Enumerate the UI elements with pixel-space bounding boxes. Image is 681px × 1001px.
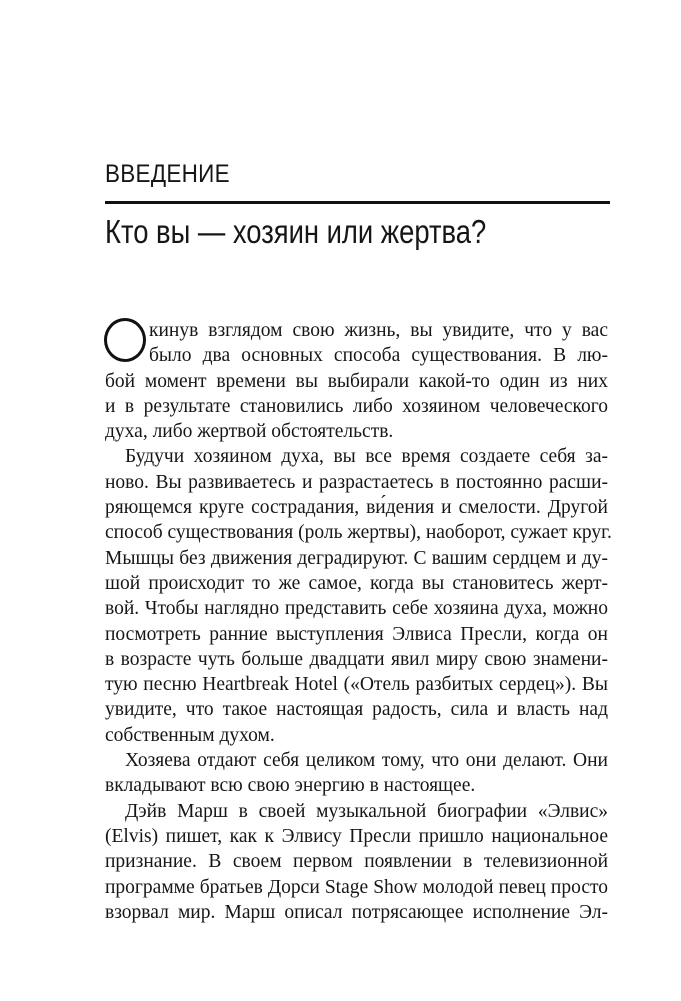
text-line: в возрасте чуть больше двадцати явил миру свою знамени- bbox=[105, 648, 608, 670]
text-line: шой происходит то же самое, когда вы становитесь жерт- bbox=[105, 572, 608, 594]
text-line: и в результате становились либо хозяином человеческого bbox=[105, 395, 608, 417]
text-line: посмотреть ранние выступления Элвиса Пресли, когда он bbox=[105, 623, 608, 645]
section-label: ВВЕДЕНИЕ bbox=[105, 160, 230, 188]
text-line: Будучи хозяином духа, вы все время создаете себя за- bbox=[125, 446, 608, 468]
body-text bbox=[105, 318, 612, 925]
text-line: способ существования (роль жертвы), наоборот, сужает круг. bbox=[105, 522, 612, 544]
text-line: Мышцы без движения деградируют. С вашим сердцем и ду- bbox=[105, 547, 608, 569]
text-line: вкладывают всю свою энергию в настоящее. bbox=[105, 775, 476, 797]
text-line: вой. Чтобы наглядно представить себе хозяина духа, можно bbox=[105, 598, 608, 620]
text-line: увидите, что такое настоящая радость, сила и власть над bbox=[105, 699, 608, 721]
heading-rule bbox=[105, 201, 610, 204]
text-line: бой момент времени вы выбирали какой-то один из них bbox=[105, 370, 608, 392]
text-line: кинув взглядом свою жизнь, вы увидите, что у вас bbox=[149, 320, 608, 341]
text-line: тую песню Heartbreak Hotel («Отель разбитых сердец»). Вы bbox=[105, 674, 608, 696]
text-line: ново. Вы развиваетесь и разрастаетесь в постоянно расши- bbox=[105, 471, 608, 493]
text-line: Дэйв Марш в своей музыкальной биографии «Элвис» bbox=[125, 800, 608, 822]
text-line: (Elvis) пишет, как к Элвису Пресли пришло национальное bbox=[105, 825, 608, 847]
text-line: признание. В своем первом появлении в телевизионной bbox=[105, 851, 608, 873]
text-line: программе братьев Дорси Stage Show молодой певец просто bbox=[105, 876, 608, 898]
text-line: Хозяева отдают себя целиком тому, что они делают. Они bbox=[125, 750, 608, 772]
text-line: взорвал мир. Марш описал потрясающее исполнение Эл- bbox=[105, 901, 608, 923]
text-line: ряющемся круге сострадания, ви́дения и смелости. Другой bbox=[105, 497, 608, 519]
text-line: было два основных способа существования. В лю- bbox=[149, 345, 608, 367]
chapter-title: Кто вы — хозяин или жертва? bbox=[105, 213, 487, 250]
text-line: духа, либо жертвой обстоятельств. bbox=[105, 421, 394, 443]
text-line: собственным духом. bbox=[105, 724, 275, 746]
